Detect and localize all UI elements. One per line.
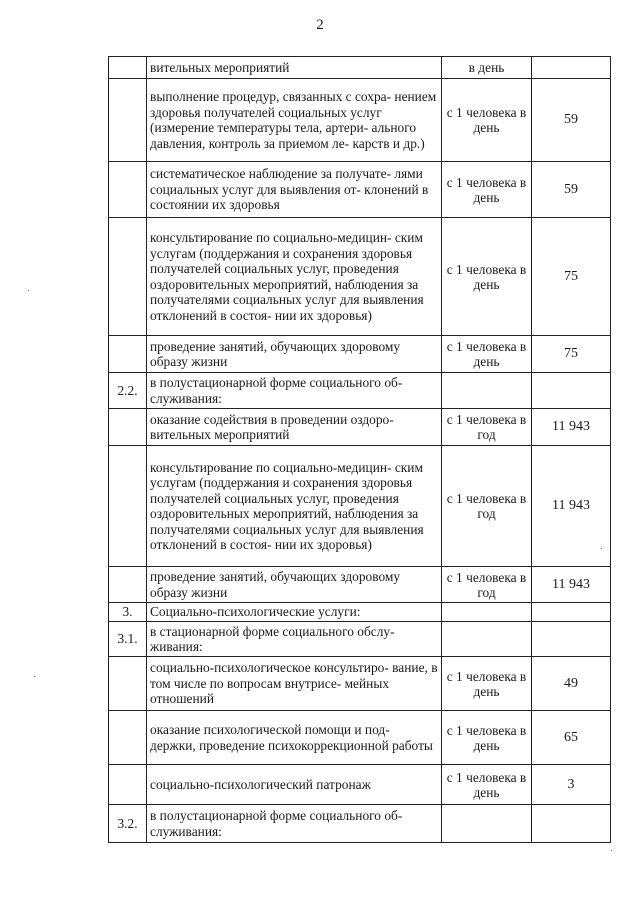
row-number	[109, 567, 147, 603]
scan-speck	[28, 290, 29, 291]
service-unit	[442, 603, 532, 622]
table-row	[109, 446, 611, 567]
service-value	[532, 622, 611, 657]
service-value	[532, 603, 611, 622]
row-number	[109, 218, 147, 336]
service-unit: с 1 человека в год	[442, 567, 532, 603]
scan-speck	[601, 548, 602, 549]
service-description: выполнение процедур, связанных с сохра- нением здоровья получателей социальных услуг (измерение температуры тела, артери- ального давления, контроль за приемом ле- карств и др.)	[147, 79, 442, 162]
service-description: социально-психологический патронаж	[147, 765, 442, 805]
row-number	[109, 336, 147, 373]
table-row	[109, 79, 611, 162]
row-number: 3.	[109, 603, 147, 622]
row-number	[109, 446, 147, 567]
service-unit: с 1 человека в год	[442, 446, 532, 567]
service-unit: с 1 человека в день	[442, 711, 532, 765]
service-description: систематическое наблюдение за получате- лями социальных услуг для выявления от- клонений в состоянии их здоровья	[147, 162, 442, 218]
section-heading: Социально-психологические услуги:	[147, 603, 442, 622]
service-unit	[442, 622, 532, 657]
service-unit: с 1 человека в день	[442, 657, 532, 711]
row-number: 3.1.	[109, 622, 147, 657]
page-number: 2	[316, 17, 324, 33]
table-row	[109, 765, 611, 805]
table-row	[109, 162, 611, 218]
row-number: 2.2.	[109, 373, 147, 409]
row-number	[109, 657, 147, 711]
service-unit: с 1 человека в день	[442, 162, 532, 218]
service-value: 11 943	[532, 567, 611, 603]
service-value	[532, 57, 611, 79]
row-number	[109, 711, 147, 765]
service-value	[532, 805, 611, 843]
service-description: проведение занятий, обучающих здоровому образу жизни	[147, 567, 442, 603]
services-table	[108, 56, 611, 843]
table-row	[109, 373, 611, 409]
table-row	[109, 567, 611, 603]
service-value: 11 943	[532, 446, 611, 567]
service-description: проведение занятий, обучающих здоровому образу жизни	[147, 336, 442, 373]
service-value: 49	[532, 657, 611, 711]
service-value	[532, 373, 611, 409]
table-row	[109, 57, 611, 79]
row-number	[109, 79, 147, 162]
service-unit	[442, 373, 532, 409]
service-unit: с 1 человека в день	[442, 218, 532, 336]
table-row	[109, 409, 611, 446]
row-number	[109, 162, 147, 218]
row-number	[109, 57, 147, 79]
service-value: 65	[532, 711, 611, 765]
service-description: оказание содействия в проведении оздоро- вительных мероприятий	[147, 409, 442, 446]
service-value: 59	[532, 162, 611, 218]
table-row	[109, 336, 611, 373]
service-description: социально-психологическое консультиро- вание, в том числе по вопросам внутрисе- мейных отношений	[147, 657, 442, 711]
section-heading: в стационарной форме социального обслу- живания:	[147, 622, 442, 657]
scan-speck	[611, 850, 612, 851]
table-row	[109, 657, 611, 711]
service-value: 75	[532, 336, 611, 373]
service-unit	[442, 805, 532, 843]
service-value: 11 943	[532, 409, 611, 446]
table-row	[109, 622, 611, 657]
scan-speck	[34, 676, 35, 677]
service-value: 59	[532, 79, 611, 162]
table-row	[109, 218, 611, 336]
service-description: вительных мероприятий	[147, 57, 442, 79]
service-unit: с 1 человека в день	[442, 336, 532, 373]
row-number	[109, 765, 147, 805]
service-unit: с 1 человека в день	[442, 79, 532, 162]
table-row	[109, 711, 611, 765]
service-value: 75	[532, 218, 611, 336]
table-row	[109, 603, 611, 622]
service-unit: в день	[442, 57, 532, 79]
section-heading: в полустационарной форме социального об- служивания:	[147, 373, 442, 409]
section-heading: в полустационарной форме социального об- служивания:	[147, 805, 442, 843]
table-row	[109, 805, 611, 843]
row-number	[109, 409, 147, 446]
service-description: консультирование по социально-медицин- ским услугам (поддержания и сохранения здоровья получателей социальных услуг, проведения оздоровительных мероприятий, наблюдения за получателями социальных услуг для выявления отклонений в состоя- нии их здоровья)	[147, 218, 442, 336]
service-unit: с 1 человека в день	[442, 765, 532, 805]
service-description: оказание психологической помощи и под- держки, проведение психокоррекционной работы	[147, 711, 442, 765]
service-description: консультирование по социально-медицин- ским услугам (поддержания и сохранения здоровья получателей социальных услуг, проведения оздоровительных мероприятий, наблюдения за получателями социальных услуг для выявления отклонений в состоя- нии их здоровья)	[147, 446, 442, 567]
service-value: 3	[532, 765, 611, 805]
row-number: 3.2.	[109, 805, 147, 843]
service-unit: с 1 человека в год	[442, 409, 532, 446]
